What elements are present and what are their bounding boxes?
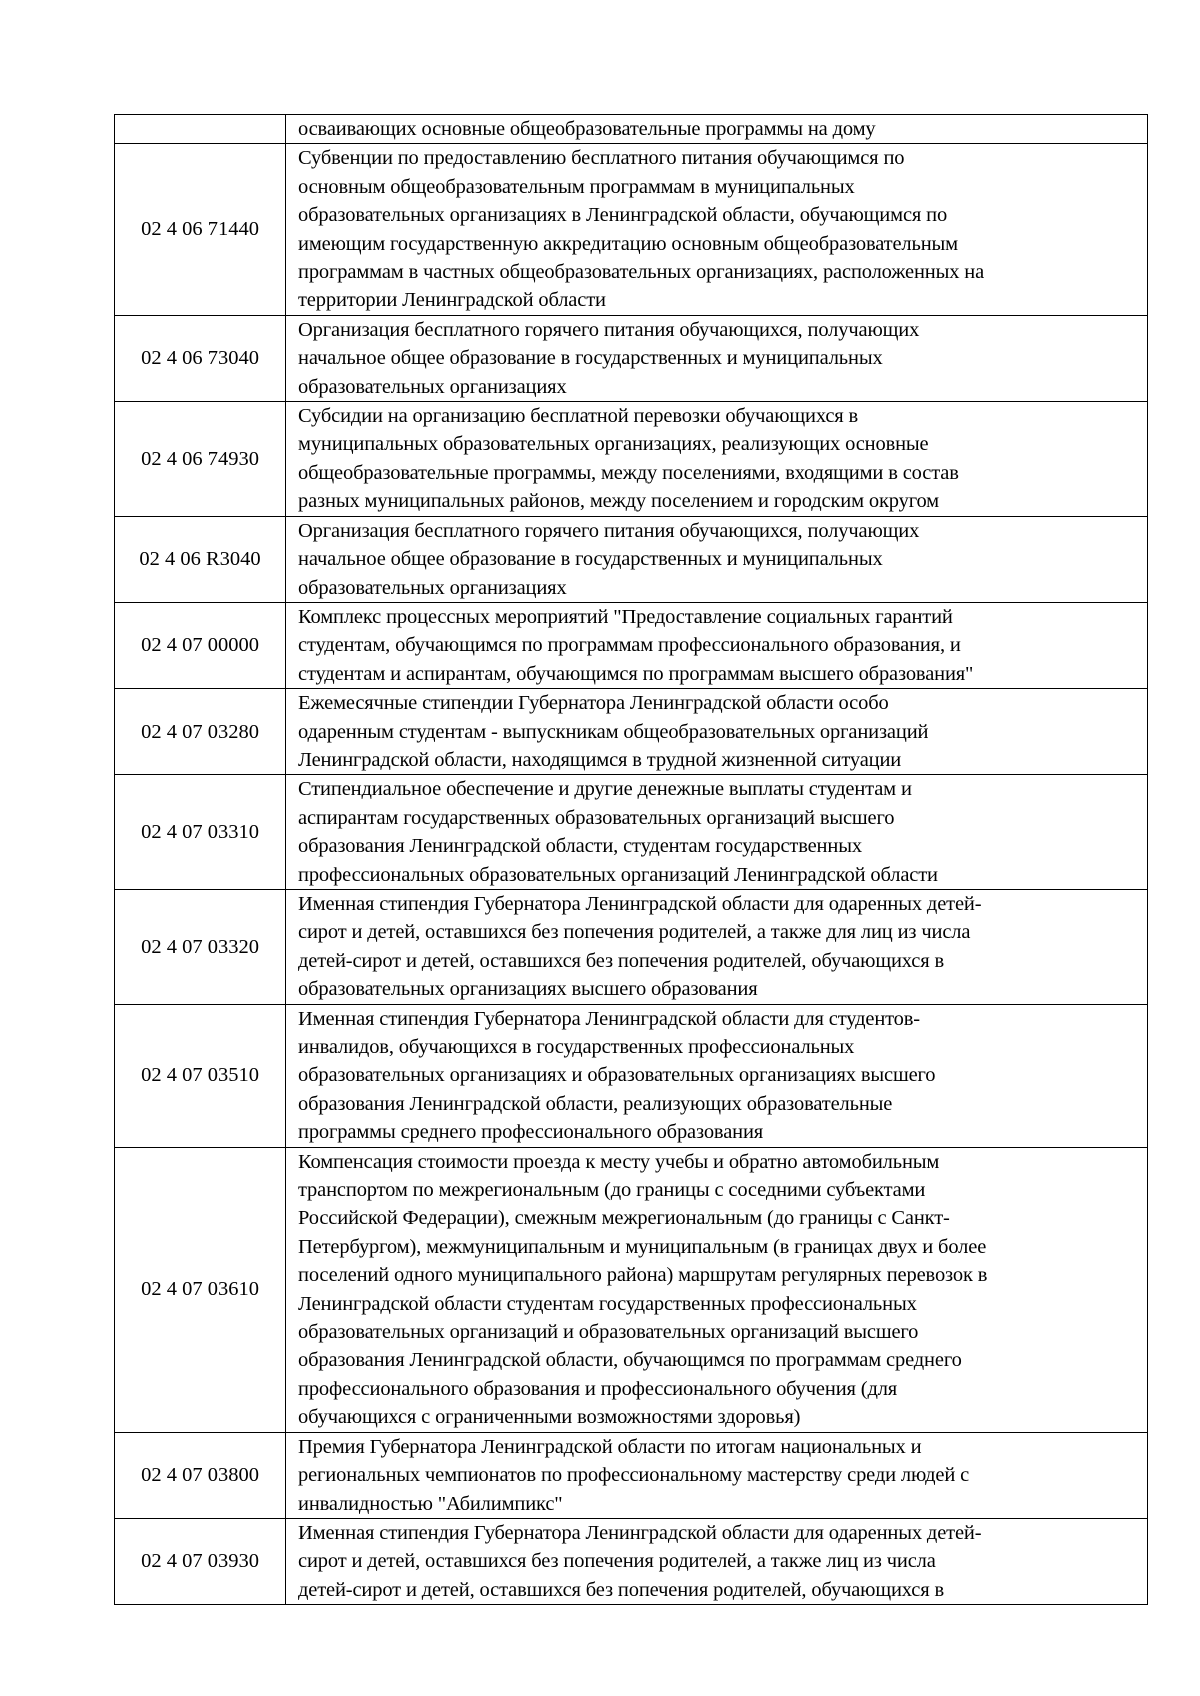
classification-code-cell: 02 4 07 03320 bbox=[115, 889, 286, 1004]
description-cell bbox=[286, 402, 1148, 517]
description-cell bbox=[286, 115, 1148, 144]
description-line: сирот и детей, оставшихся без попечения родителей, а также лиц из числа bbox=[298, 1550, 936, 1573]
description-line: имеющим государственную аккредитацию основным общеобразовательным bbox=[298, 232, 958, 255]
table-row bbox=[115, 602, 1148, 688]
description-cell bbox=[286, 889, 1148, 1004]
description-line: территории Ленинградской области bbox=[298, 289, 606, 312]
classification-code-cell: 02 4 06 73040 bbox=[115, 315, 286, 401]
description-cell bbox=[286, 1518, 1148, 1604]
budget-classification-table bbox=[114, 114, 1148, 1605]
description-line: основным общеобразовательным программам в муниципальных bbox=[298, 175, 855, 198]
description-line: образовательных организациях bbox=[298, 375, 567, 398]
description-line: профессионального образования и профессионального обучения (для bbox=[298, 1377, 898, 1400]
table-row bbox=[115, 1147, 1148, 1432]
description-line: образовательных организаций и образовательных организаций высшего bbox=[298, 1321, 919, 1344]
description-line: программам в частных общеобразовательных организациях, расположенных на bbox=[298, 261, 985, 284]
description-line: начальное общее образование в государственных и муниципальных bbox=[298, 548, 883, 571]
description-line: студентам и аспирантам, обучающимся по программам высшего образования" bbox=[298, 662, 974, 685]
description-line: осваивающих основные общеобразовательные программы на дому bbox=[298, 118, 876, 140]
description-line: инвалидов, обучающихся в государственных профессиональных bbox=[298, 1036, 855, 1058]
description-line: начальное общее образование в государственных и муниципальных bbox=[298, 347, 883, 370]
description-cell bbox=[286, 775, 1148, 890]
description-line: Именная стипендия Губернатора Ленинградской области для одаренных детей- bbox=[298, 1521, 982, 1544]
table-row bbox=[115, 1004, 1148, 1147]
table-row bbox=[115, 115, 1148, 144]
table-row bbox=[115, 1432, 1148, 1518]
description-line: разных муниципальных районов, между поселением и городским округом bbox=[298, 490, 940, 513]
description-line: Стипендиальное обеспечение и другие денежные выплаты студентам и bbox=[298, 778, 912, 801]
description-line: Премия Губернатора Ленинградской области по итогам национальных и bbox=[298, 1435, 922, 1458]
description-line: Ежемесячные стипендии Губернатора Ленинградской области особо bbox=[298, 692, 889, 715]
description-line: Именная стипендия Губернатора Ленинградской области для студентов- bbox=[298, 1007, 920, 1030]
description-line: детей-сирот и детей, оставшихся без попечения родителей, обучающихся в bbox=[298, 949, 945, 972]
description-line: Компенсация стоимости проезда к месту учебы и обратно автомобильным bbox=[298, 1150, 940, 1173]
table-row bbox=[115, 402, 1148, 517]
description-line: образования Ленинградской области, студентам государственных bbox=[298, 835, 862, 858]
description-line: профессиональных образовательных организаций Ленинградской области bbox=[298, 863, 938, 886]
description-line: Организация бесплатного горячего питания обучающихся, получающих bbox=[298, 318, 920, 341]
description-line: поселений одного муниципального района) маршрутам регулярных перевозок в bbox=[298, 1264, 988, 1287]
classification-code-cell: 02 4 06 71440 bbox=[115, 144, 286, 315]
description-line: аспирантам государственных образовательных организаций высшего bbox=[298, 806, 895, 829]
table-row bbox=[115, 889, 1148, 1004]
table-row bbox=[115, 775, 1148, 890]
description-line: образовательных организациях высшего образования bbox=[298, 978, 758, 1001]
description-cell bbox=[286, 689, 1148, 775]
description-line: сирот и детей, оставшихся без попечения родителей, а также для лиц из числа bbox=[298, 921, 971, 944]
description-cell bbox=[286, 315, 1148, 401]
description-line: региональных чемпионатов по профессиональному мастерству среди людей с bbox=[298, 1464, 970, 1487]
description-line: Субвенции по предоставлению бесплатного питания обучающимся по bbox=[298, 147, 905, 170]
table-body bbox=[115, 115, 1148, 1605]
description-line: Субсидии на организацию бесплатной перевозки обучающихся в bbox=[298, 405, 859, 428]
table-row bbox=[115, 144, 1148, 315]
description-cell bbox=[286, 1147, 1148, 1432]
description-line: одаренным студентам - выпускникам общеобразовательных организаций bbox=[298, 720, 929, 743]
description-line: Ленинградской области, находящимся в трудной жизненной ситуации bbox=[298, 748, 902, 771]
description-line: Организация бесплатного горячего питания обучающихся, получающих bbox=[298, 519, 920, 542]
classification-code-cell: 02 4 07 00000 bbox=[115, 602, 286, 688]
description-line: образовательных организациях и образовательных организациях высшего bbox=[298, 1064, 936, 1087]
description-line: общеобразовательные программы, между поселениями, входящими в состав bbox=[298, 461, 959, 484]
description-line: детей-сирот и детей, оставшихся без попечения родителей, обучающихся в bbox=[298, 1578, 945, 1601]
classification-code-cell: 02 4 06 74930 bbox=[115, 402, 286, 517]
table-row bbox=[115, 1518, 1148, 1604]
classification-code-cell bbox=[115, 115, 286, 144]
description-line: обучающихся с ограниченными возможностями здоровья) bbox=[298, 1406, 801, 1429]
table-row bbox=[115, 689, 1148, 775]
classification-code-cell: 02 4 06 R3040 bbox=[115, 516, 286, 602]
description-line: программы среднего профессионального образования bbox=[298, 1121, 764, 1144]
description-line: Петербургом), межмуниципальным и муниципальным (в границах двух и более bbox=[298, 1235, 987, 1258]
table-row bbox=[115, 516, 1148, 602]
description-line: Российской Федерации), смежным межрегиональным (до границы с Санкт- bbox=[298, 1207, 950, 1230]
description-cell bbox=[286, 602, 1148, 688]
description-cell bbox=[286, 516, 1148, 602]
classification-code-cell: 02 4 07 03930 bbox=[115, 1518, 286, 1604]
description-line: муниципальных образовательных организациях, реализующих основные bbox=[298, 433, 929, 456]
description-line: образования Ленинградской области, обучающимся по программам среднего bbox=[298, 1349, 962, 1372]
description-line: студентам, обучающимся по программам профессионального образования, и bbox=[298, 634, 961, 657]
description-line: Именная стипендия Губернатора Ленинградской области для одаренных детей- bbox=[298, 892, 982, 915]
classification-code-cell: 02 4 07 03800 bbox=[115, 1432, 286, 1518]
classification-code-cell: 02 4 07 03510 bbox=[115, 1004, 286, 1147]
table-row bbox=[115, 315, 1148, 401]
description-line: образования Ленинградской области, реализующих образовательные bbox=[298, 1092, 893, 1115]
classification-code-cell: 02 4 07 03610 bbox=[115, 1147, 286, 1432]
classification-code-cell: 02 4 07 03280 bbox=[115, 689, 286, 775]
description-line: инвалидностью "Абилимпикс" bbox=[298, 1492, 563, 1515]
description-line: Комплекс процессных мероприятий "Предоставление социальных гарантий bbox=[298, 605, 953, 628]
description-line: транспортом по межрегиональным (до границы с соседними субъектами bbox=[298, 1179, 926, 1202]
description-cell bbox=[286, 1432, 1148, 1518]
description-line: образовательных организациях bbox=[298, 576, 567, 599]
description-cell bbox=[286, 144, 1148, 315]
classification-code-cell: 02 4 07 03310 bbox=[115, 775, 286, 890]
description-line: Ленинградской области студентам государственных профессиональных bbox=[298, 1292, 917, 1315]
description-line: образовательных организациях в Ленинградской области, обучающимся по bbox=[298, 204, 948, 227]
description-cell bbox=[286, 1004, 1148, 1147]
